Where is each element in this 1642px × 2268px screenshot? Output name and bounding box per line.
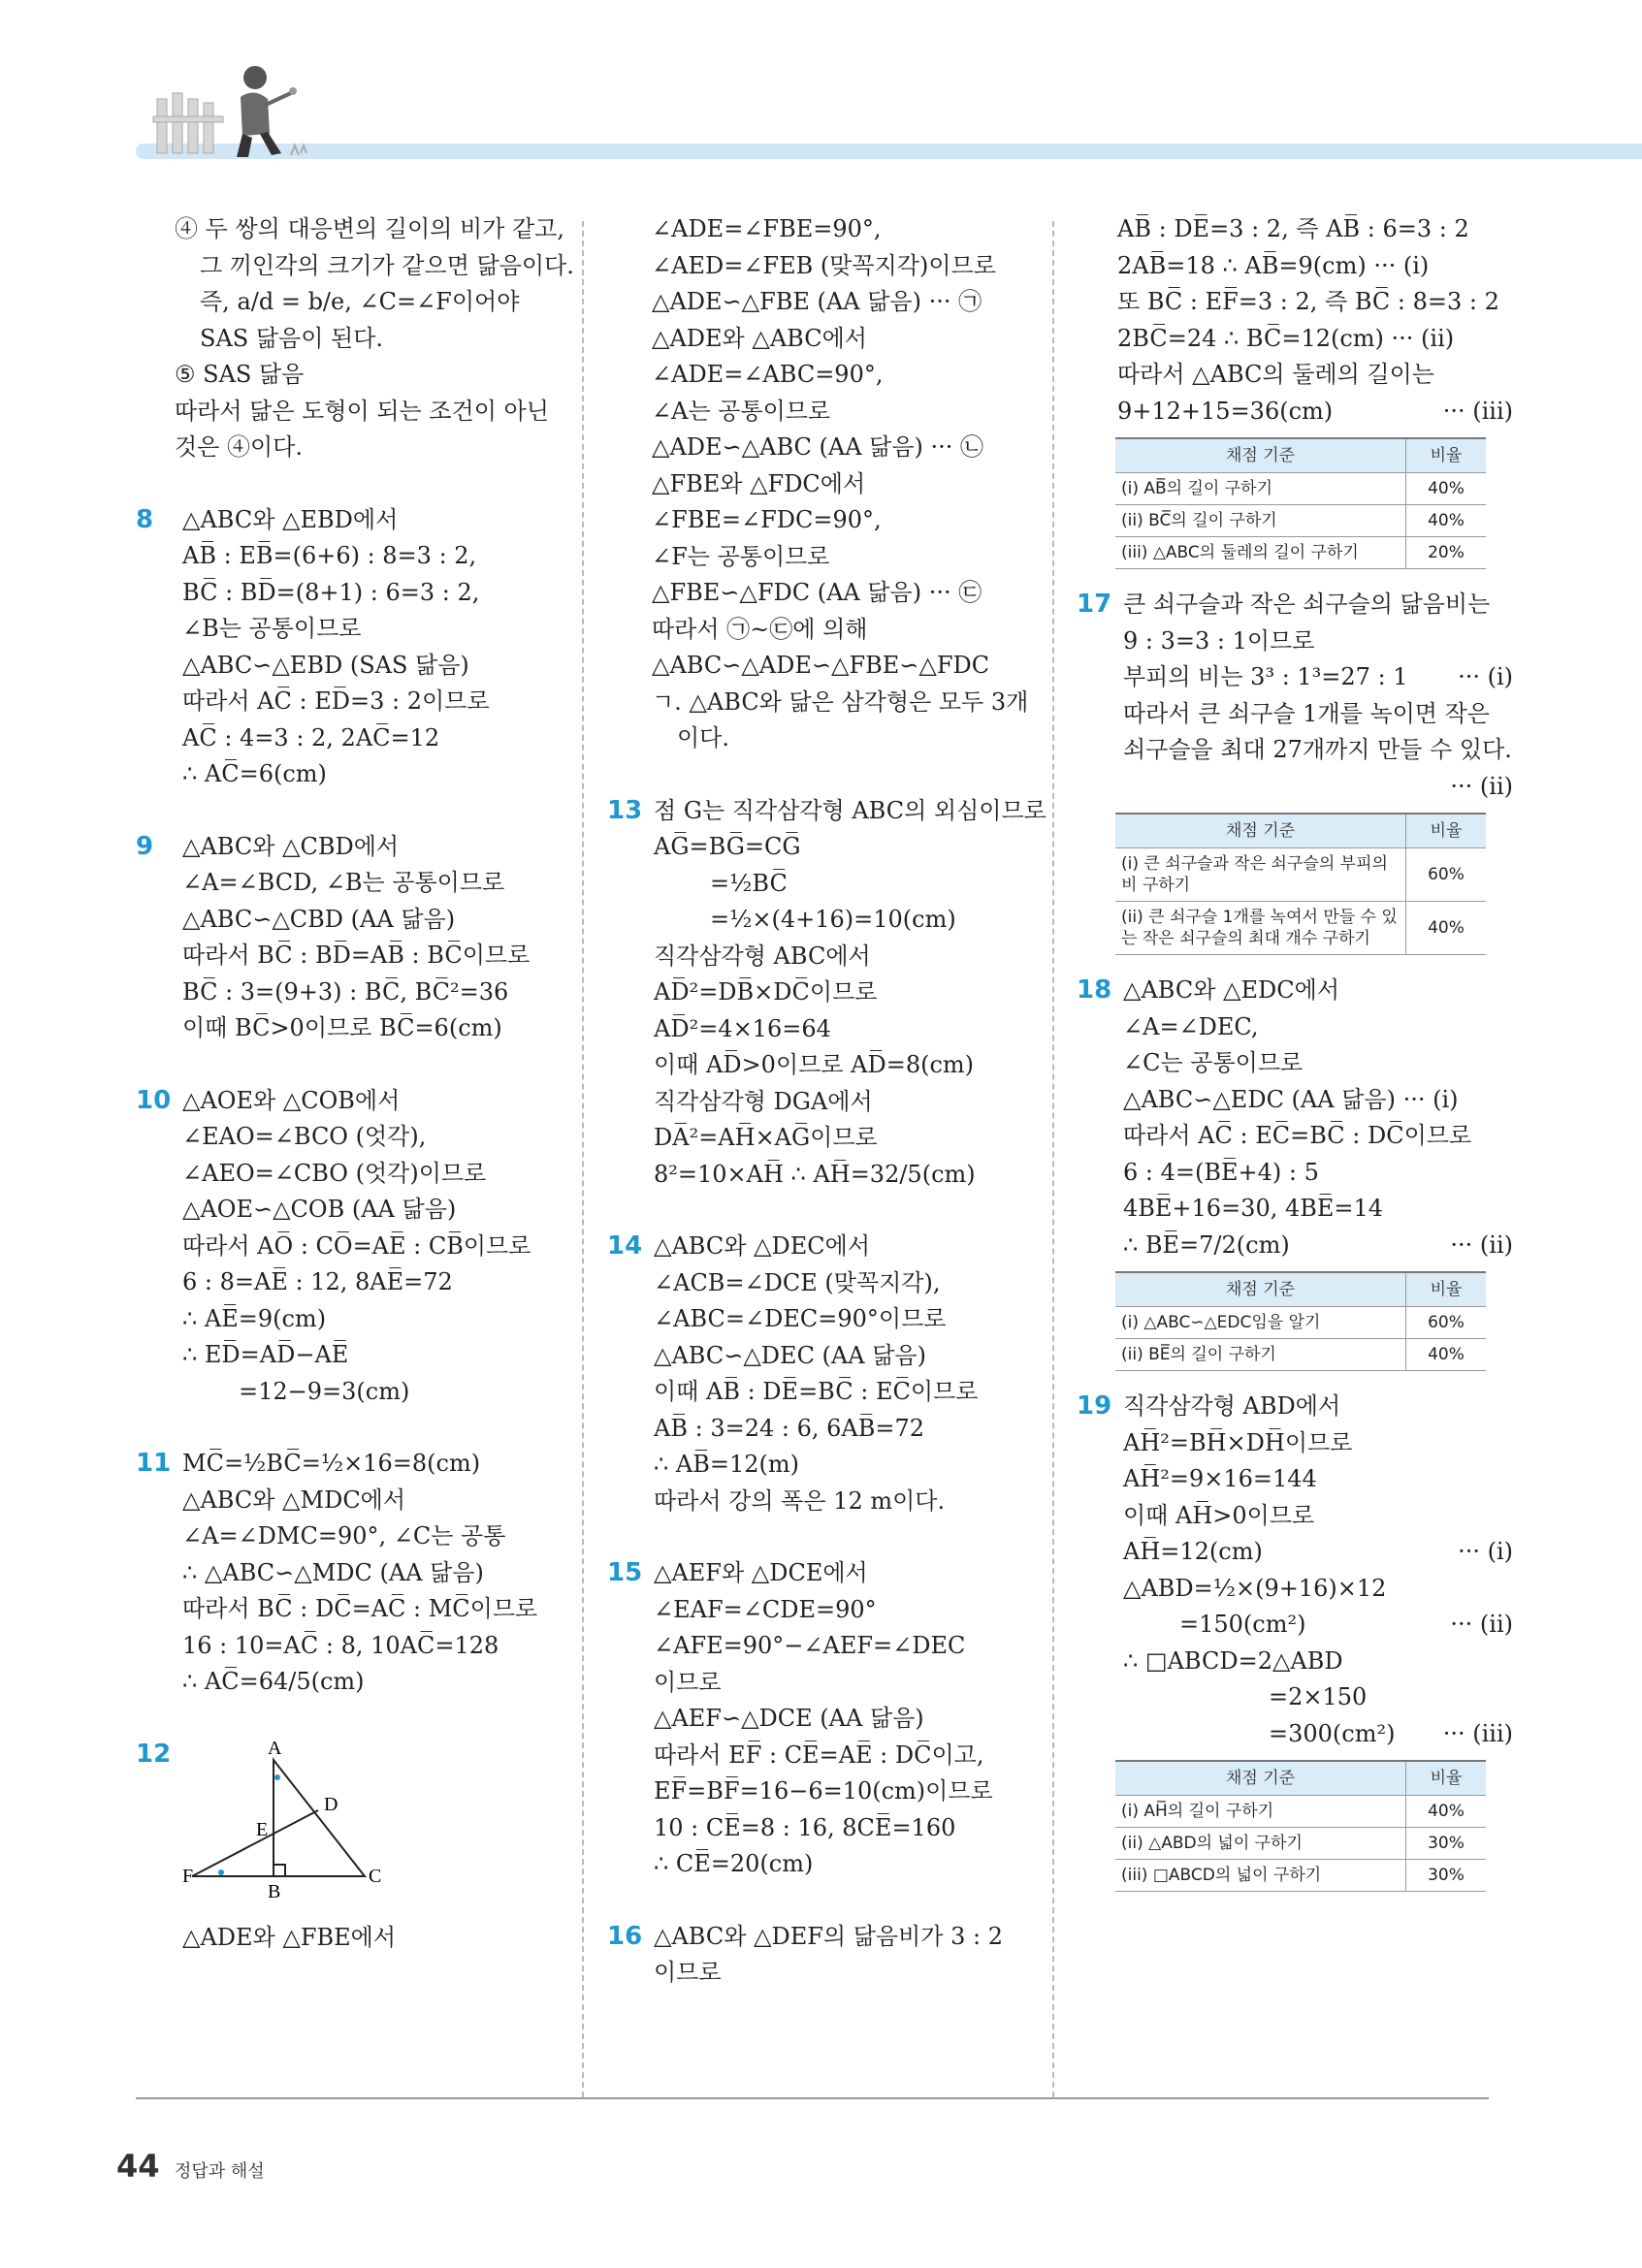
text-span: 9+12+15=36(cm) xyxy=(1117,397,1334,425)
text-line: AB̅ : 3=24 : 6, 6AB̅=72 xyxy=(654,1414,924,1442)
text-line: BC̅ : 3=(9+3) : BC̅, BC̅²=36 xyxy=(182,977,509,1006)
table-header: 비율 xyxy=(1406,814,1487,848)
text-line: ∠AED=∠FEB (맞꼭지각)이므로 xyxy=(652,251,996,279)
column-3 xyxy=(1077,211,1513,1909)
text-line: △ABD=½×(9+16)×12 xyxy=(1123,1574,1387,1602)
text-line: 따라서 AC̅ : EC̅=BC̅ : DC̅이므로 xyxy=(1123,1122,1472,1149)
text-line: 이므로 xyxy=(654,1668,722,1696)
text-line: ㄱ. △ABC와 닮은 삼각형은 모두 3개 xyxy=(652,687,1029,716)
table-cell: 20% xyxy=(1406,537,1487,569)
text-line: ∠ABC=∠DEC=90°이므로 xyxy=(654,1305,947,1332)
text-line: ∠ACB=∠DCE (맞꼭지각), xyxy=(654,1268,941,1296)
text-line: =12−9=3(cm) xyxy=(239,1377,410,1405)
text-line: EF̅=BF̅=16−6=10(cm)이므로 xyxy=(654,1777,993,1805)
step-mark: ··· (i) xyxy=(1458,1538,1513,1565)
step-mark: ··· (i) xyxy=(1458,663,1513,690)
text-line: 16 : 10=AC̅ : 8, 10AC̅=128 xyxy=(182,1631,499,1659)
table-cell: (ii) BC̅의 길이 구하기 xyxy=(1115,505,1406,537)
text-line: ⑤ SAS 닮음 xyxy=(175,361,305,388)
problem-15 xyxy=(607,1555,1034,1883)
table-cell: (i) AH̅의 길이 구하기 xyxy=(1115,1796,1406,1828)
problem-12-continuation xyxy=(607,211,1034,757)
text-line: AD̅²=4×16=64 xyxy=(654,1014,831,1042)
text-line: △ABC∽△EDC (AA 닮음) ··· (i) xyxy=(1123,1085,1459,1113)
text-line: △ABC와 △EBD에서 xyxy=(182,505,399,533)
table-row xyxy=(1115,1339,1486,1371)
text-line: ∠A=∠BCD, ∠B는 공통이므로 xyxy=(182,869,505,896)
text-line: △AEF와 △DCE에서 xyxy=(654,1559,868,1586)
table-header: 채점 기준 xyxy=(1115,814,1406,848)
fig-label-C: C xyxy=(369,1865,382,1887)
table-row xyxy=(1115,1796,1486,1828)
table-cell: (i) 큰 쇠구슬과 작은 쇠구슬의 부피의 비 구하기 xyxy=(1115,848,1406,902)
table-row xyxy=(1115,537,1486,569)
text-line xyxy=(1117,394,1513,431)
text-line: ∴ CE̅=20(cm) xyxy=(654,1850,814,1877)
text-line: ∴ ED̅=AD̅−AE̅ xyxy=(182,1341,349,1368)
text-span: =300(cm²) xyxy=(1269,1719,1396,1747)
problem-number: 18 xyxy=(1077,975,1112,1005)
text-span: =150(cm²) xyxy=(1179,1611,1306,1638)
text-line: △ABC∽△DEC (AA 닮음) xyxy=(654,1341,926,1369)
problem-18 xyxy=(1077,973,1513,1263)
table-row xyxy=(1115,1860,1486,1892)
table-cell: 30% xyxy=(1406,1860,1487,1892)
step-mark: ··· (iii) xyxy=(1442,1719,1513,1747)
text-line: △ADE와 △ABC에서 xyxy=(652,324,867,352)
problem-number: 13 xyxy=(607,795,643,825)
problem-13 xyxy=(607,793,1046,1194)
text-line: ∴ △ABC∽△MDC (AA 닮음) xyxy=(182,1558,484,1586)
text-line: ∠ADE=∠ABC=90°, xyxy=(652,361,884,388)
table-header: 비율 xyxy=(1406,438,1487,473)
column-divider xyxy=(582,221,584,2097)
text-line: 즉, a/d = b/e, ∠C=∠F이어야 xyxy=(200,288,520,315)
problem-16-continuation xyxy=(1077,211,1513,430)
text-line xyxy=(1123,1716,1513,1753)
table-row xyxy=(1115,848,1486,902)
text-line: AG̅=BG̅=CG̅ xyxy=(654,833,801,860)
text-line: 따라서 EF̅ : CE̅=AE̅ : DC̅이고, xyxy=(654,1741,984,1769)
text-line: ∠A는 공통이므로 xyxy=(652,397,831,425)
text-line: AC̅ : 4=3 : 2, 2AC̅=12 xyxy=(182,723,440,751)
text-line: 것은 ④이다. xyxy=(175,433,303,461)
step-mark: ··· (iii) xyxy=(1442,397,1513,425)
table-cell: 40% xyxy=(1406,902,1487,955)
problem-8 xyxy=(136,502,563,793)
header-band xyxy=(136,144,1642,159)
text-line: △ABC와 △CBD에서 xyxy=(182,832,400,860)
text-line: △ADE∽△ABC (AA 닮음) ··· ㉡ xyxy=(652,433,984,461)
text-line: ∴ AC̅=64/5(cm) xyxy=(182,1668,365,1695)
step-mark: ··· (ii) xyxy=(1450,1611,1513,1638)
problem-9 xyxy=(136,829,563,1047)
text-line: 10 : CE̅=8 : 16, 8CE̅=160 xyxy=(654,1813,956,1841)
text-line: △ABC와 △MDC에서 xyxy=(182,1485,406,1514)
fig-label-B: B xyxy=(268,1880,281,1902)
text-line: SAS 닮음이 된다. xyxy=(200,324,384,352)
text-line: ④ 두 쌍의 대응변의 길이의 비가 같고, xyxy=(175,215,564,242)
problem-number: 8 xyxy=(136,504,154,534)
scoring-table-19 xyxy=(1115,1760,1486,1892)
text-line: 이므로 xyxy=(654,1959,722,1986)
text-line: 그 끼인각의 크기가 같으면 닮음이다. xyxy=(200,251,574,279)
text-line: AH̅²=9×16=144 xyxy=(1123,1465,1317,1492)
text-line: 따라서 닮은 도형이 되는 조건이 아닌 xyxy=(175,397,549,425)
text-line: 이때 AH̅>0이므로 xyxy=(1123,1501,1315,1529)
text-line: △ABC∽△CBD (AA 닮음) xyxy=(182,905,456,933)
text-span: ∴ BE̅=7/2(cm) xyxy=(1123,1230,1290,1259)
text-line xyxy=(1123,659,1513,696)
text-line: △FBE∽△FDC (AA 닮음) ··· ㉢ xyxy=(652,579,982,606)
text-line: 점 G는 직각삼각형 ABC의 외심이므로 xyxy=(654,796,1046,824)
text-line: =2×150 xyxy=(1269,1683,1368,1710)
problem-14 xyxy=(607,1229,1034,1519)
table-row xyxy=(1115,1307,1486,1339)
text-line: 따라서 강의 폭은 12 m이다. xyxy=(654,1486,946,1515)
text-line: △ABC와 △DEF의 닮음비가 3 : 2 xyxy=(654,1922,1003,1950)
text-line xyxy=(1123,769,1513,806)
text-line: ∴ AE̅=9(cm) xyxy=(182,1304,327,1332)
text-line: ∠EAF=∠CDE=90° xyxy=(654,1595,877,1623)
text-line: ∴ AB̅=12(m) xyxy=(654,1451,799,1478)
text-line: ∠C는 공통이므로 xyxy=(1123,1049,1304,1076)
table-cell: (i) AB̅의 길이 구하기 xyxy=(1115,473,1406,505)
table-header: 채점 기준 xyxy=(1115,1761,1406,1796)
text-line: BC̅ : BD̅=(8+1) : 6=3 : 2, xyxy=(182,578,480,606)
table-header: 비율 xyxy=(1406,1761,1487,1796)
text-line: 쇠구슬을 최대 27개까지 만들 수 있다. xyxy=(1123,736,1512,763)
text-line: ∠EAO=∠BCO (엇각), xyxy=(182,1123,427,1150)
text-line: =½×(4+16)=10(cm) xyxy=(710,906,956,933)
text-line: AB̅ : DE̅=3 : 2, 즉 AB̅ : 6=3 : 2 xyxy=(1117,215,1469,242)
problem-12 xyxy=(136,1737,563,1957)
text-line: △FBE와 △FDC에서 xyxy=(652,469,866,497)
text-line: 2AB̅=18 ∴ AB̅=9(cm) ··· (i) xyxy=(1117,251,1430,279)
text-line: 6 : 8=AE̅ : 12, 8AE̅=72 xyxy=(182,1268,453,1295)
table-header: 채점 기준 xyxy=(1115,1272,1406,1307)
scoring-table-16 xyxy=(1115,437,1486,569)
text-line: DA̅²=AH̅×AG̅이므로 xyxy=(654,1124,878,1151)
table-row xyxy=(1115,902,1486,955)
text-line: 이때 BC̅>0이므로 BC̅=6(cm) xyxy=(182,1014,502,1041)
text-line: △AOE∽△COB (AA 닮음) xyxy=(182,1196,457,1223)
step-mark: ··· (ii) xyxy=(1450,772,1513,800)
text-line: =½BC̅ xyxy=(710,869,788,897)
table-cell: 40% xyxy=(1406,1339,1487,1371)
table-cell: 60% xyxy=(1406,1307,1487,1339)
page-label: 정답과 해설 xyxy=(175,2161,265,2182)
problem-10 xyxy=(136,1083,563,1411)
column-divider xyxy=(1052,221,1054,2097)
problem-number: 11 xyxy=(136,1449,172,1478)
problem-number: 17 xyxy=(1077,590,1112,619)
problem-number: 16 xyxy=(607,1921,643,1951)
table-cell: (ii) 큰 쇠구슬 1개를 녹여서 만들 수 있는 작은 쇠구슬의 최대 개수 구하기 xyxy=(1115,902,1406,955)
text-line: MC̅=½BC̅=½×16=8(cm) xyxy=(182,1450,481,1477)
text-span: 부피의 비는 3³ : 1³=27 : 1 xyxy=(1123,663,1408,690)
column-1 xyxy=(136,211,574,1957)
scoring-table-18 xyxy=(1115,1271,1486,1371)
text-line: ∠AFE=90°−∠AEF=∠DEC xyxy=(654,1632,966,1659)
text-line: 따라서 큰 쇠구슬 1개를 녹이면 작은 xyxy=(1123,699,1490,727)
text-line: △ABC∽△EBD (SAS 닮음) xyxy=(182,651,469,679)
text-line: △AOE와 △COB에서 xyxy=(182,1086,401,1114)
text-line: 직각삼각형 ABC에서 xyxy=(654,942,871,970)
page-number: 44 xyxy=(116,2148,160,2185)
text-line: ∠A=∠DEC, xyxy=(1123,1012,1259,1040)
text-line: ∠ADE=∠FBE=90°, xyxy=(652,215,882,242)
text-line xyxy=(1123,1534,1513,1571)
text-line: 이다. xyxy=(677,724,729,751)
text-line: 따라서 AC̅ : ED̅=3 : 2이므로 xyxy=(182,687,490,715)
step-mark: ··· (ii) xyxy=(1450,1230,1513,1259)
text-line: 8²=10×AH̅ ∴ AH̅=32/5(cm) xyxy=(654,1160,976,1188)
table-cell: (i) △ABC∽△EDC임을 알기 xyxy=(1115,1307,1406,1339)
problem-17 xyxy=(1077,587,1513,805)
table-cell: (iii) □ABCD의 넓이 구하기 xyxy=(1115,1860,1406,1892)
table-cell: 40% xyxy=(1406,1796,1487,1828)
table-cell: 60% xyxy=(1406,848,1487,902)
text-line: △AEF∽△DCE (AA 닮음) xyxy=(654,1705,924,1732)
gardener-illustration xyxy=(145,58,310,165)
text-line: 따라서 AO̅ : CO̅=AE̅ : CB̅이므로 xyxy=(182,1231,531,1260)
triangle-figure xyxy=(182,1741,396,1905)
text-line: ∠A=∠DMC=90°, ∠C는 공통 xyxy=(182,1522,506,1549)
text-line: ∠FBE=∠FDC=90°, xyxy=(652,506,882,533)
problem-number: 19 xyxy=(1077,1391,1112,1421)
table-row xyxy=(1115,1828,1486,1860)
text-line: 따라서 △ABC의 둘레의 길이는 xyxy=(1117,361,1434,388)
text-line: ∠F는 공통이므로 xyxy=(652,542,830,570)
text-line: 2BC̅=24 ∴ BC̅=12(cm) ··· (ii) xyxy=(1117,324,1455,352)
table-cell: 30% xyxy=(1406,1828,1487,1860)
fig-label-D: D xyxy=(324,1793,338,1815)
text-line: △ABC와 △DEC에서 xyxy=(654,1232,870,1260)
table-cell: (ii) BE̅의 길이 구하기 xyxy=(1115,1339,1406,1371)
text-line: △ADE∽△FBE (AA 닮음) ··· ㉠ xyxy=(652,288,982,315)
problem-number: 12 xyxy=(136,1739,172,1769)
table-cell: 40% xyxy=(1406,473,1487,505)
text-line: 따라서 ㉠~㉢에 의해 xyxy=(652,615,868,643)
problem-11 xyxy=(136,1446,563,1701)
problem-7-continuation xyxy=(136,211,574,466)
problem-16 xyxy=(607,1919,1034,1992)
text-line: ∠AEO=∠CBO (엇각)이므로 xyxy=(182,1159,487,1187)
text-line: 이때 AB̅ : DE̅=BC̅ : EC̅이므로 xyxy=(654,1378,979,1405)
footer-rule xyxy=(136,2097,1489,2099)
text-line: 따라서 BC̅ : BD̅=AB̅ : BC̅이므로 xyxy=(182,942,531,969)
text-line: ∴ AC̅=6(cm) xyxy=(182,760,327,787)
problem-19 xyxy=(1077,1389,1513,1752)
text-line: 직각삼각형 DGA에서 xyxy=(654,1087,873,1115)
text-line: AD̅²=DB̅×DC̅이므로 xyxy=(654,978,878,1006)
text-line: 4BE̅+16=30, 4BE̅=14 xyxy=(1123,1195,1384,1222)
table-row xyxy=(1115,505,1486,537)
text-line: ∴ □ABCD=2△ABD xyxy=(1123,1646,1343,1675)
text-line: △ABC∽△ADE∽△FBE∽△FDC xyxy=(652,652,990,679)
table-header: 채점 기준 xyxy=(1115,438,1406,473)
text-line: 6 : 4=(BE̅+4) : 5 xyxy=(1123,1158,1319,1186)
text-line: △ADE와 △FBE에서 xyxy=(182,1924,396,1951)
text-line xyxy=(1123,1607,1513,1644)
scoring-table-17 xyxy=(1115,813,1486,955)
text-line: AH̅²=BH̅×DH̅이므로 xyxy=(1123,1428,1353,1456)
fig-label-F: F xyxy=(182,1865,194,1887)
problem-number: 9 xyxy=(136,831,154,861)
table-header: 비율 xyxy=(1406,1272,1487,1307)
text-line xyxy=(1123,1228,1513,1264)
text-span: AH̅=12(cm) xyxy=(1123,1538,1263,1565)
problem-number: 14 xyxy=(607,1231,643,1261)
problem-number: 10 xyxy=(136,1085,172,1115)
problem-number: 15 xyxy=(607,1558,643,1587)
column-2 xyxy=(607,211,1046,1992)
text-line: 따라서 BC̅ : DC̅=AC̅ : MC̅이므로 xyxy=(182,1595,538,1622)
table-cell: (iii) △ABC의 둘레의 길이 구하기 xyxy=(1115,537,1406,569)
text-line: AB̅ : EB̅=(6+6) : 8=3 : 2, xyxy=(182,542,477,569)
text-line: 큰 쇠구슬과 작은 쇠구슬의 닮음비는 xyxy=(1123,591,1491,618)
text-line: ∠B는 공통이므로 xyxy=(182,615,362,642)
text-line: 또 BC̅ : EF̅=3 : 2, 즉 BC̅ : 8=3 : 2 xyxy=(1117,288,1499,315)
table-cell: (ii) △ABD의 넓이 구하기 xyxy=(1115,1828,1406,1860)
fig-label-E: E xyxy=(256,1818,269,1840)
table-cell: 40% xyxy=(1406,505,1487,537)
fig-label-A: A xyxy=(268,1740,282,1759)
text-line: 직각삼각형 ABD에서 xyxy=(1123,1392,1341,1420)
table-row xyxy=(1115,473,1486,505)
text-line: 9 : 3=3 : 1이므로 xyxy=(1123,626,1315,655)
text-line: △ABC와 △EDC에서 xyxy=(1123,976,1339,1004)
text-line: 이때 AD̅>0이므로 AD̅=8(cm) xyxy=(654,1051,975,1078)
